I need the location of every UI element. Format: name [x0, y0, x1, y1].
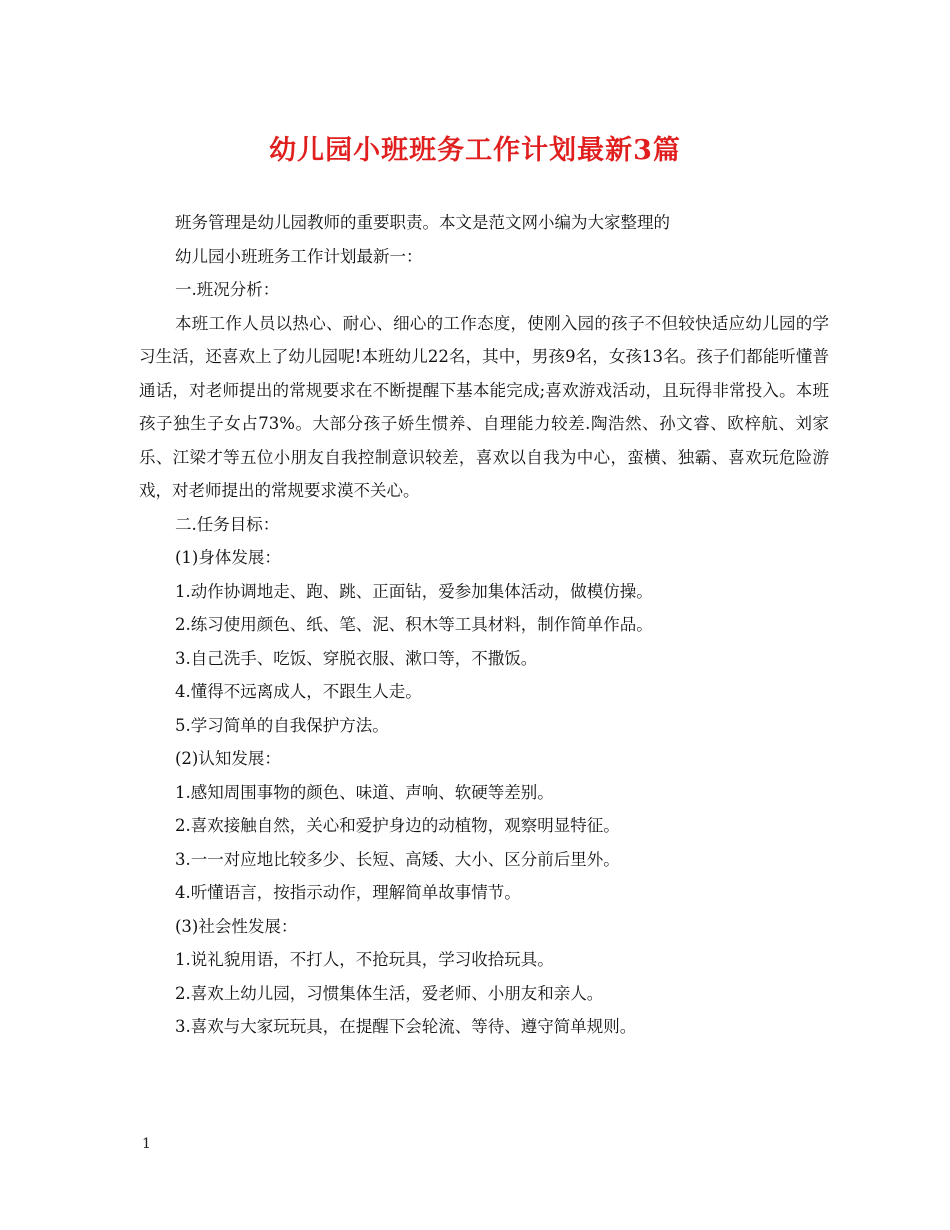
list-item: 2.练习使用颜色、纸、笔、泥、积木等工具材料，制作简单作品。 — [175, 615, 653, 634]
page-number: 1 — [142, 1136, 151, 1152]
physical-development-heading: (1)身体发展： — [175, 548, 281, 567]
list-item: 3.一一对应地比较多少、长短、高矮、大小、区分前后里外。 — [175, 849, 620, 869]
list-item: 1.动作协调地走、跑、跳、正面钻，爱参加集体活动，做模仿操。 — [175, 581, 653, 601]
list-item: 4.听懂语言，按指示动作，理解简单故事情节。 — [175, 883, 521, 902]
section-2-heading: 二.任务目标： — [175, 514, 280, 534]
social-development-heading: (3)社会性发展： — [175, 916, 298, 936]
list-item: 1.说礼貌用语，不打人，不抢玩具，学习收拾玩具。 — [175, 950, 554, 969]
class-analysis-paragraph: 本班工作人员以热心、耐心、细心的工作态度，使刚入园的孩子不但较快适应幼儿园的学习生活，还喜欢上了幼儿园呢!本班幼儿22名，其中，男孩9名，女孩13名。孩子们都能听懂普通话，对老师提出的常规要求在不断提醒下基本能完成;喜欢游戏活动，且玩得非常投入。本班孩子独生子女占73%。大部分孩子娇生惯养、自理能力较差.陶浩然、孙文睿、欧梓航、刘家乐、江梁才等五位小朋友自我控制意识较差，喜欢以自我为中心，蛮横、独霸、喜欢玩危险游戏，对老师提出的常规要求漠不关心。 — [139, 313, 829, 500]
page-title: 幼儿园小班班务工作计划最新3篇 — [269, 135, 681, 166]
document-body — [139, 206, 829, 1044]
list-item: 1.感知周围事物的颜色、味道、声响、软硬等差别。 — [175, 782, 554, 802]
list-item: 2.喜欢接触自然，关心和爱护身边的动植物，观察明显特征。 — [175, 816, 620, 835]
list-item: 3.自己洗手、吃饭、穿脱衣服、漱口等，不撒饭。 — [175, 648, 538, 668]
list-item: 4.懂得不远离成人，不跟生人走。 — [175, 682, 422, 701]
list-item: 5.学习简单的自我保护方法。 — [175, 715, 389, 735]
cognitive-development-heading: (2)认知发展： — [175, 749, 281, 768]
plan-heading: 幼儿园小班班务工作计划最新一： — [175, 246, 423, 266]
section-1-heading: 一.班况分析： — [175, 280, 280, 299]
intro-text: 班务管理是幼儿园教师的重要职责。本文是范文网小编为大家整理的 — [175, 213, 670, 232]
list-item: 3.喜欢与大家玩玩具，在提醒下会轮流、等待、遵守简单规则。 — [175, 1017, 637, 1036]
list-item: 2.喜欢上幼儿园，习惯集体生活，爱老师、小朋友和亲人。 — [175, 983, 604, 1003]
